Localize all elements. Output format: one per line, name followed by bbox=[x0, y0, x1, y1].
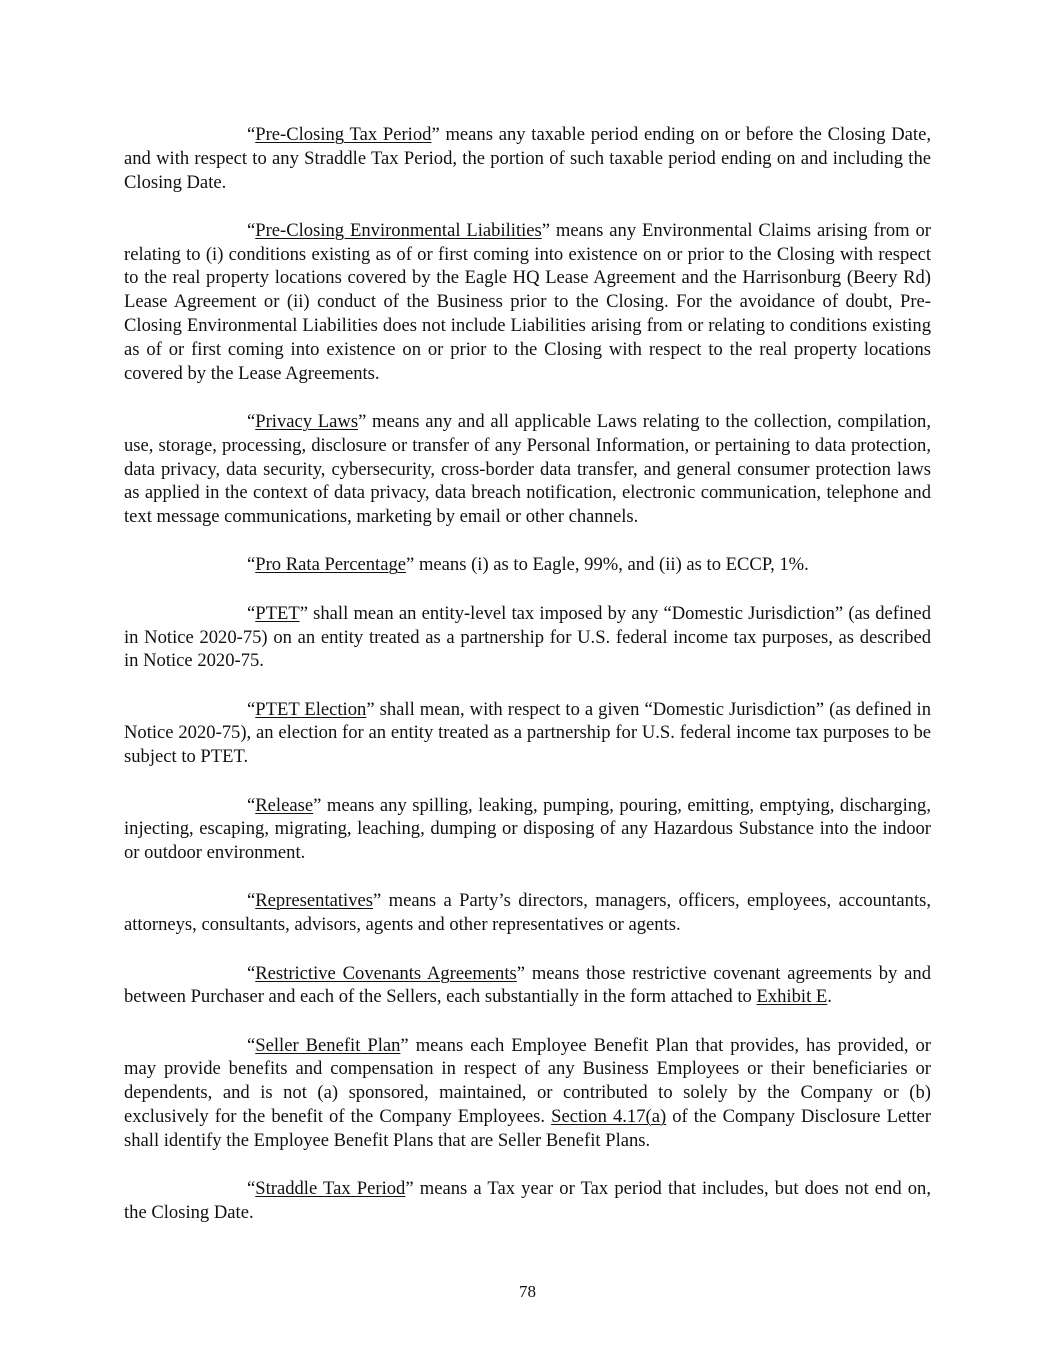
defined-term: PTET bbox=[255, 602, 300, 624]
definition-text: shall mean an entity-level tax imposed by any “Domestic Jurisdiction” (as defined in Notice 2020-75) on an entity treated as a partnership for U.S. federal income tax purposes, as described in Notice 2020-75. bbox=[124, 602, 931, 672]
definition-privacy-laws: “Privacy Laws” means any and all applicable Laws relating to the collection, compilation, use, storage, processing, disclosure or transfer of any Personal Information, or pertaining to data protection, data privacy, data security, cybersecurity, cross-border data transfer, and general consumer protection laws as applied in the context of data privacy, data breach notification, electronic communication, telephone and text message communications, marketing by email or other channels. bbox=[124, 410, 931, 528]
section-reference: Section 4.17(a) bbox=[551, 1106, 667, 1127]
definition-text: shall mean, with respect to a given “Domestic Jurisdiction” (as defined in Notice 2020-75), an election for an entity treated as a partnership for U.S. federal income tax purposes to be subject to PTET. bbox=[124, 698, 931, 768]
definition-text: means a Party’s directors, managers, officers, employees, accountants, attorneys, consultants, advisors, agents and other representatives or agents. bbox=[124, 890, 931, 936]
defined-term: Release bbox=[255, 794, 314, 816]
defined-term: Pro Rata Percentage bbox=[255, 554, 407, 576]
defined-term: Pre-Closing Environmental Liabilities bbox=[255, 219, 542, 241]
defined-term: PTET Election bbox=[255, 698, 367, 720]
defined-term: Straddle Tax Period bbox=[255, 1178, 406, 1200]
definition-text-tail: of the Company Disclosure Letter shall identify the Employee Benefit Plans that are Seller Benefit Plans. bbox=[124, 1106, 931, 1151]
defined-term: Restrictive Covenants Agreements bbox=[255, 962, 517, 984]
definition-release: “Release” means any spilling, leaking, pumping, pouring, emitting, emptying, discharging, injecting, escaping, migrating, leaching, dumping or disposing of any Hazardous Substance into the indoor or outdoor environment. bbox=[124, 794, 931, 864]
definition-representatives: “Representatives” means a Party’s directors, managers, officers, employees, accountants, attorneys, consultants, advisors, agents and other representatives or agents. bbox=[124, 890, 931, 936]
definition-straddle-tax-period: “Straddle Tax Period” means a Tax year or Tax period that includes, but does not end on, the Closing Date. bbox=[124, 1178, 931, 1223]
definition-ptet-election: “PTET Election” shall mean, with respect to a given “Domestic Jurisdiction” (as defined in Notice 2020-75), an election for an entity treated as a partnership for U.S. federal income tax purposes to be subject to PTET. bbox=[124, 698, 931, 768]
definition-pro-rata-percentage: “Pro Rata Percentage” means (i) as to Eagle, 99%, and (ii) as to ECCP, 1%. bbox=[247, 554, 809, 576]
defined-term: Pre-Closing Tax Period bbox=[255, 124, 432, 145]
definition-text-tail: . bbox=[827, 986, 832, 1008]
definition-seller-benefit-plan: “Seller Benefit Plan” means each Employee Benefit Plan that provides, has provided, or may provide benefits and compensation in respect of any Business Employees or their beneficiaries or dependents, and is not (a) sponsored, maintained, or contributed to solely by the Company or (b) exclusively for the benefit of the Company Employees. Section 4.17(a) of the Company Disclosure Letter shall identify the Employee Benefit Plans that are Seller Benefit Plans. bbox=[124, 1034, 931, 1151]
exhibit-reference: Exhibit E bbox=[756, 986, 828, 1008]
document-page bbox=[124, 123, 931, 1249]
definition-text: means any and all applicable Laws relating to the collection, compilation, use, storage, processing, disclosure or transfer of any Personal Information, or pertaining to data protection, data privacy, data security, cybersecurity, cross-border data transfer, and general consumer protection laws as applied in the context of data privacy, data breach notification, electronic communication, telephone and text message communications, marketing by email or other channels. bbox=[124, 410, 931, 528]
definition-text: means a Tax year or Tax period that includes, but does not end on, the Closing Date. bbox=[124, 1178, 931, 1223]
definition-text: means those restrictive covenant agreements by and between Purchaser and each of the Sellers, each substantially in the form attached to bbox=[124, 962, 931, 1008]
page-number: 78 bbox=[519, 1282, 536, 1301]
definition-text: means any spilling, leaking, pumping, pouring, emitting, emptying, discharging, injecting, escaping, migrating, leaching, dumping or disposing of any Hazardous Substance into the indoor or outdoor environment. bbox=[124, 794, 931, 864]
definition-pre-closing-tax-period: “Pre-Closing Tax Period” means any taxable period ending on or before the Closing Date, and with respect to any Straddle Tax Period, the portion of such taxable period ending on and including the Closing Date. bbox=[124, 124, 932, 193]
definition-text: means (i) as to Eagle, 99%, and (ii) as to ECCP, 1%. bbox=[414, 554, 809, 576]
definition-text: means any Environmental Claims arising from or relating to (i) conditions existing as of or first coming into existence on or prior to the Closing with respect to the real property locations covered by the Eagle HQ Lease Agreement and the Harrisonburg (Beery Rd) Lease Agreement or (ii) conduct of the Business prior to the Closing. For the avoidance of doubt, Pre-Closing Environmental Liabilities does not include Liabilities arising from or relating to conditions existing as of or first coming into existence on or prior to the Closing with respect to the real property locations covered by the Lease Agreements. bbox=[124, 219, 931, 384]
definition-text: means any taxable period ending on or before the Closing Date, and with respect to any Straddle Tax Period, the portion of such taxable period ending on and including the Closing Date. bbox=[124, 124, 932, 193]
defined-term: Seller Benefit Plan bbox=[255, 1034, 401, 1056]
definition-ptet: “PTET” shall mean an entity-level tax imposed by any “Domestic Jurisdiction” (as defined in Notice 2020-75) on an entity treated as a partnership for U.S. federal income tax purposes, as described in Notice 2020-75. bbox=[124, 602, 931, 672]
definition-restrictive-covenants-agreements: “Restrictive Covenants Agreements” means those restrictive covenant agreements by and between Purchaser and each of the Sellers, each substantially in the form attached to Exhibit E. bbox=[124, 962, 931, 1008]
definition-text: means each Employee Benefit Plan that provides, has provided, or may provide benefits and compensation in respect of any Business Employees or their beneficiaries or dependents, and is not (a) sponsored, maintained, or contributed to solely by the Company or (b) exclusively for the benefit of the Company Employees. bbox=[124, 1034, 931, 1127]
defined-term: Privacy Laws bbox=[255, 410, 359, 432]
defined-term: Representatives bbox=[255, 890, 373, 912]
definition-pre-closing-environmental-liabilities: “Pre-Closing Environmental Liabilities” means any Environmental Claims arising from or relating to (i) conditions existing as of or first coming into existence on or prior to the Closing with respect to the real property locations covered by the Eagle HQ Lease Agreement and the Harrisonburg (Beery Rd) Lease Agreement or (ii) conduct of the Business prior to the Closing. For the avoidance of doubt, Pre-Closing Environmental Liabilities does not include Liabilities arising from or relating to conditions existing as of or first coming into existence on or prior to the Closing with respect to the real property locations covered by the Lease Agreements. bbox=[124, 219, 931, 384]
